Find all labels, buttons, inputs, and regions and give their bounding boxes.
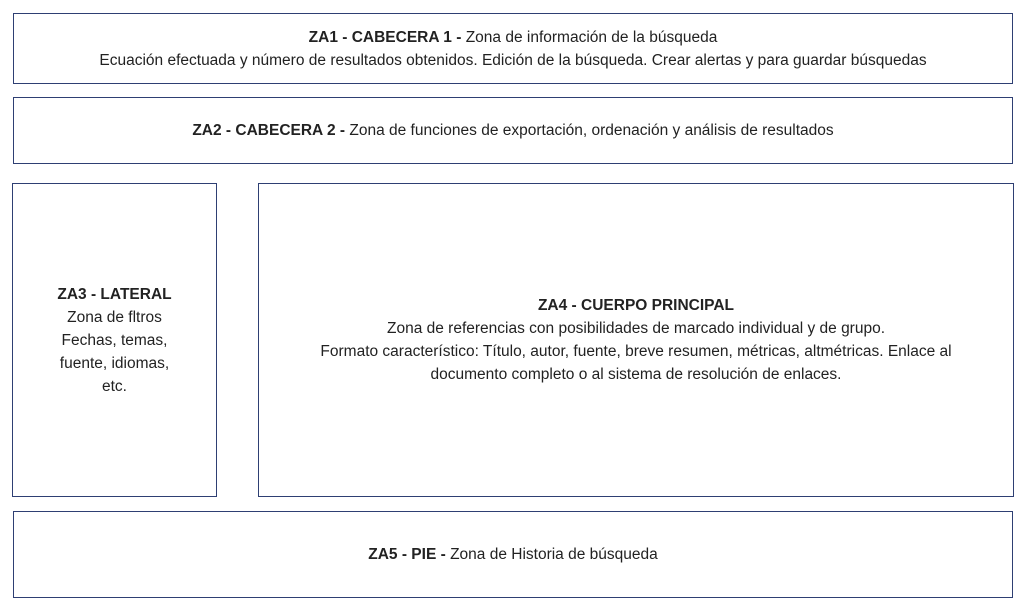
- zone-za1-heading: [309, 26, 718, 49]
- zone-za5-subtitle: Zona de Historia de búsqueda: [450, 546, 658, 563]
- zone-za3-description-line: fuente, idiomas,: [59, 354, 170, 372]
- zone-za3-title: ZA3 - LATERAL: [57, 285, 172, 303]
- zone-za5-heading: [368, 543, 658, 566]
- zone-za3-description-line: Fechas, temas,: [61, 331, 168, 349]
- zone-za4-subtitle: Zona de referencias con posibilidades de marcado individual y de grupo.: [386, 320, 886, 337]
- zone-za2-heading: [192, 119, 833, 142]
- zone-za3-lateral: [12, 183, 217, 497]
- zone-za1-cabecera-1: [13, 13, 1013, 84]
- zone-za5-pie: [13, 511, 1013, 598]
- zone-za3-subtitle: Zona de fltros: [67, 308, 162, 326]
- zone-za4-title: ZA4 - CUERPO PRINCIPAL: [537, 297, 735, 314]
- zone-za2-title: ZA2 - CABECERA 2 -: [192, 122, 346, 139]
- zone-za2-subtitle: Zona de funciones de exportación, ordenación y análisis de resultados: [349, 122, 834, 139]
- zone-za3-description-line: etc.: [102, 377, 127, 395]
- zone-za4-description: Formato característico: Título, autor, fuente, breve resumen, métricas, altmétricas. Enlace al documento completo o al sistema de resolución de enlaces.: [320, 343, 952, 383]
- zone-za4-cuerpo-principal: [258, 183, 1014, 497]
- zone-za1-description: Ecuación efectuada y número de resultados obtenidos. Edición de la búsqueda. Crear alertas y para guardar búsquedas: [99, 51, 927, 69]
- zone-za2-cabecera-2: [13, 97, 1013, 164]
- zone-za1-title: ZA1 - CABECERA 1 -: [308, 28, 462, 46]
- zone-za1-subtitle: Zona de información de la búsqueda: [465, 28, 718, 46]
- zone-za5-title: ZA5 - PIE -: [368, 546, 446, 563]
